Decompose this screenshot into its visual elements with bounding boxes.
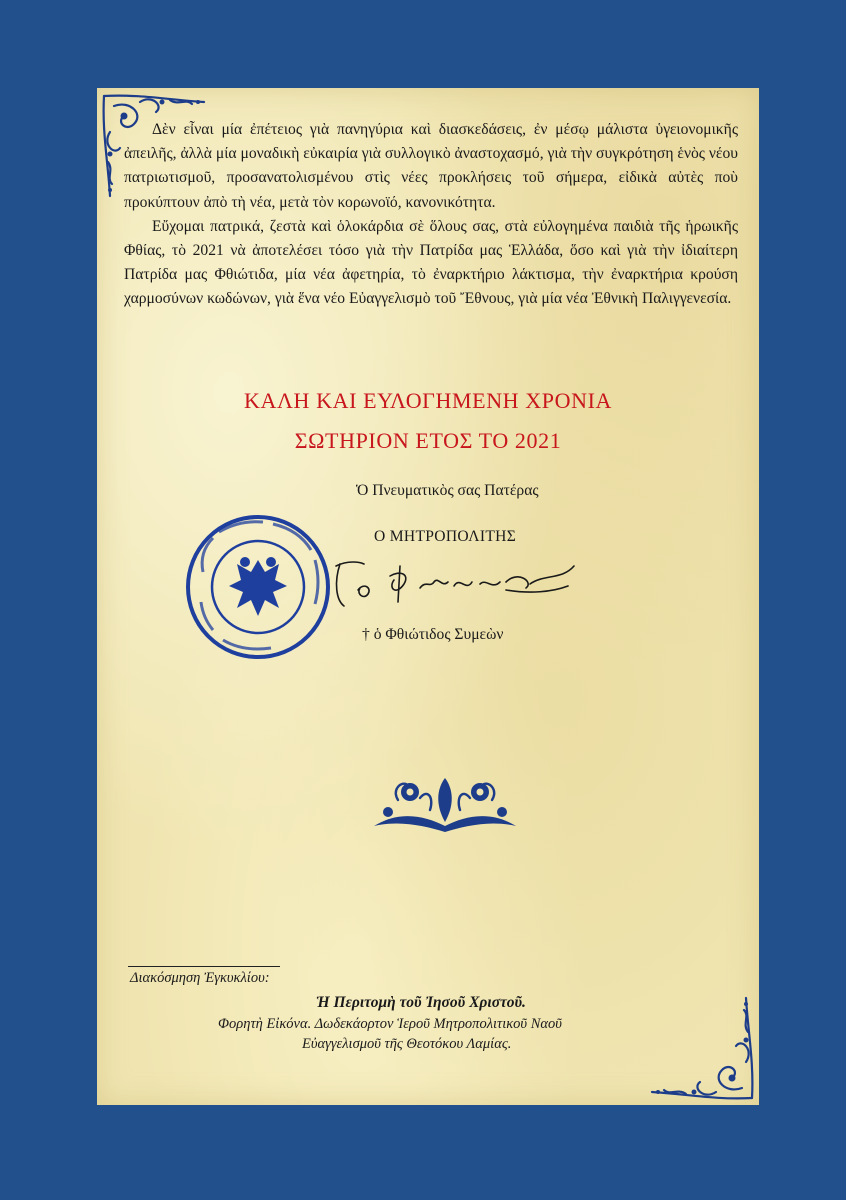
corner-flourish-icon (646, 992, 756, 1102)
metropolitan-title: Ο ΜΗΤΡΟΠΟΛΙΤΗΣ (374, 528, 517, 545)
greeting-line-2: ΣΩΤΗΡΙΟΝ ΕΤΟΣ ΤΟ 2021 (294, 428, 562, 453)
caption-line-2: Εὐαγγελισμοῦ τῆς Θεοτόκου Λαμίας. (302, 1036, 512, 1052)
letter-paragraph-1: Δὲν εἶναι μία ἐπέτειος γιὰ πανηγύρια καὶ διασκεδάσεις, ἐν μέσῳ μάλιστα ὑγειονομικῆς ἀπειλῆς, ἀλλὰ μία μοναδικὴ εὐκαιρία γιὰ συλλογικὸ ἀναστοχασμό, γιὰ τὴν συγκρότηση ἑνὸς νέου πατριωτισμοῦ, προσανατολισμένου στὶς νέες προκλήσεις τοῦ σήμερα, εἰδικὰ αὐτὲς ποὺ προκύπτουν ἀπὸ τὴ νέα, μετὰ τὸν κορωνοϊό, κανονικότητα. (124, 121, 738, 211)
caption-label: Διακόσμηση Ἐγκυκλίου: (130, 970, 270, 986)
caption-title: Ἡ Περιτομὴ τοῦ Ἰησοῦ Χριστοῦ. (316, 994, 526, 1011)
letter-body (124, 118, 738, 312)
greeting-line-1: ΚΑΛΗ ΚΑΙ ΕΥΛΟΓΗΜΕΝΗ ΧΡΟΝΙΑ (244, 388, 612, 413)
metropolitan-name: † ὁ Φθιώτιδος Συμεὼν (362, 626, 504, 643)
spiritual-father-label: Ὁ Πνευματικὸς σας Πατέρας (356, 482, 539, 499)
metropolis-seal-icon (183, 512, 333, 662)
footnote-rule (128, 966, 280, 967)
floral-ornament-icon (370, 770, 520, 832)
letter-paragraph-2: Εὔχομαι πατρικά, ζεστὰ καὶ ὁλοκάρδια σὲ ὅλους σας, στὰ εὐλογημένα παιδιὰ τῆς ἡρωικῆς Φθίας, τὸ 2021 νὰ ἀποτελέσει τόσο γιὰ τὴν Πατρίδα μας Ἑλλάδα, ὅσο καὶ γιὰ τὴν ἰδιαίτερη Πατρίδα μας Φθιώτιδα, μία νέα ἀφετηρία, τὸ ἐναρκτήριο λάκτισμα, τὴν ἐναρκτήρια κρούση χαρμοσύνων κωδώνων, γιὰ ἕνα νέο Εὐαγγελισμὸ τοῦ Ἔθνους, γιὰ μία νέα Ἐθνικὴ Παλιγγενεσία. (124, 217, 738, 308)
double-headed-eagle-icon (229, 557, 287, 616)
handwritten-signature (330, 552, 580, 612)
caption-line-1: Φορητὴ Εἰκόνα. Δωδεκάορτον Ἱεροῦ Μητροπολιτικοῦ Ναοῦ (218, 1016, 562, 1032)
